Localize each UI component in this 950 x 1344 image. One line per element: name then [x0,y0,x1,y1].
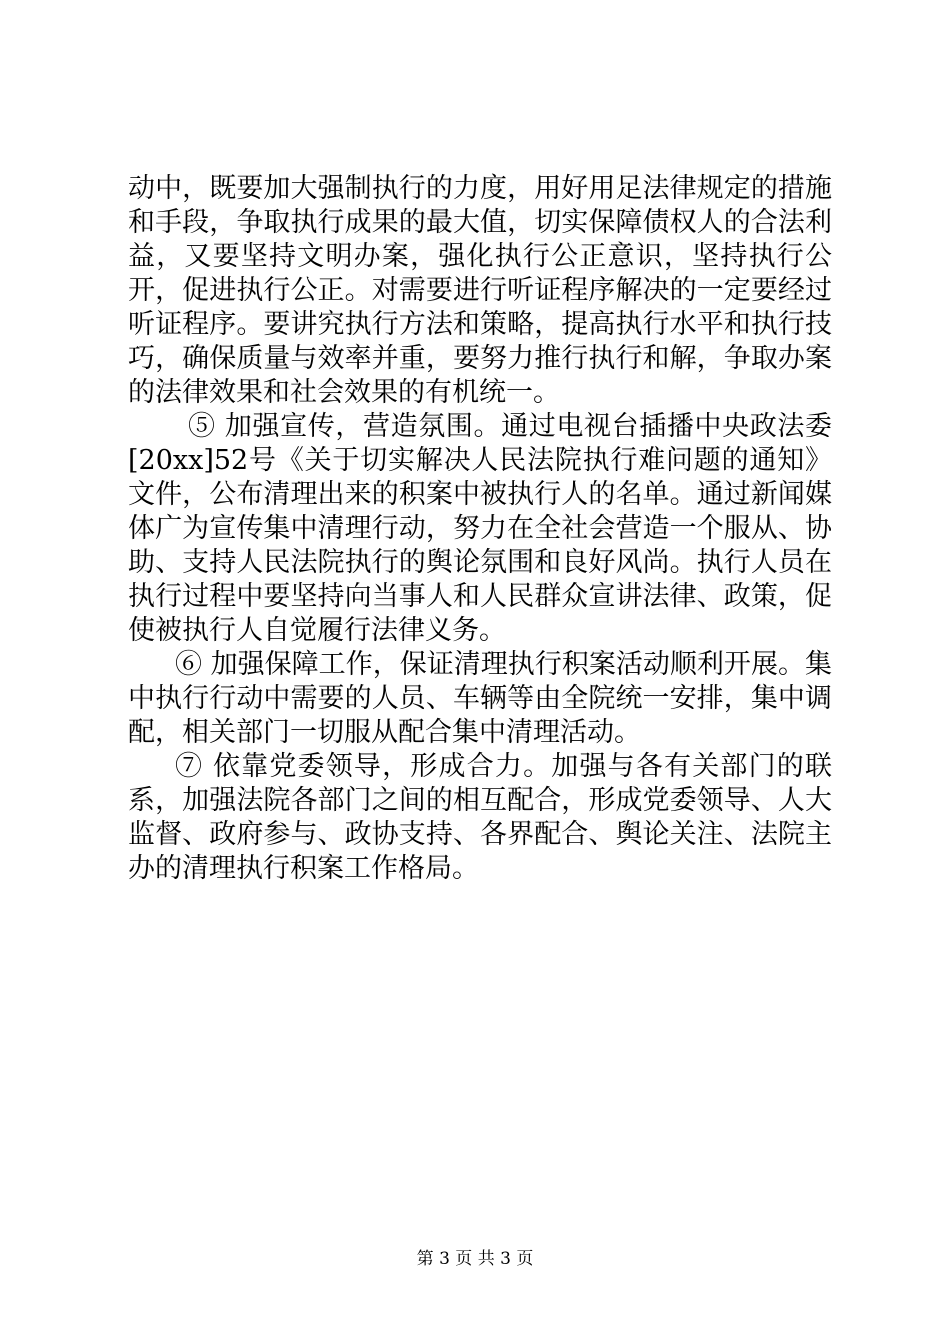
document-body [128,172,832,886]
page-number-footer: 第 3 页 共 3 页 [416,1249,534,1269]
paragraph-item-7: ⑦ 依靠党委领导，形成合力。加强与各有关部门的联系，加强法院各部门之间的相互配合，形成党委领导、人大监督、政府参与、政协支持、各界配合、舆论关注、法院主办的清理执行积案工作格局。 [128,751,832,884]
paragraph-item-5: ⑤ 加强宣传，营造氛围。通过电视台插播中央政法委[20xx]52号《关于切实解决人民法院执行难问题的通知》文件，公布清理出来的积案中被执行人的名单。通过新闻媒体广为宣传集中清理行动，努力在全社会营造一个服从、协助、支持人民法院执行的舆论氛围和良好风尚。执行人员在执行过程中要坚持向当事人和人民群众宣讲法律、政策，促使被执行人自觉履行法律义务。 [128,411,832,646]
paragraph-item-6: ⑥ 加强保障工作，保证清理执行积案活动顺利开展。集中执行行动中需要的人员、车辆等由全院统一安排，集中调配，相关部门一切服从配合集中清理活动。 [128,649,832,748]
paragraph-continuation: 动中，既要加大强制执行的力度，用好用足法律规定的措施和手段，争取执行成果的最大值，切实保障债权人的合法利益，又要坚持文明办案，强化执行公正意识，坚持执行公开，促进执行公正。对需要进行听证程序解决的一定要经过听证程序。要讲究执行方法和策略，提高执行水平和执行技巧，确保质量与效率并重，要努力推行执行和解，争取办案的法律效果和社会效果的有机统一。 [128,173,832,408]
